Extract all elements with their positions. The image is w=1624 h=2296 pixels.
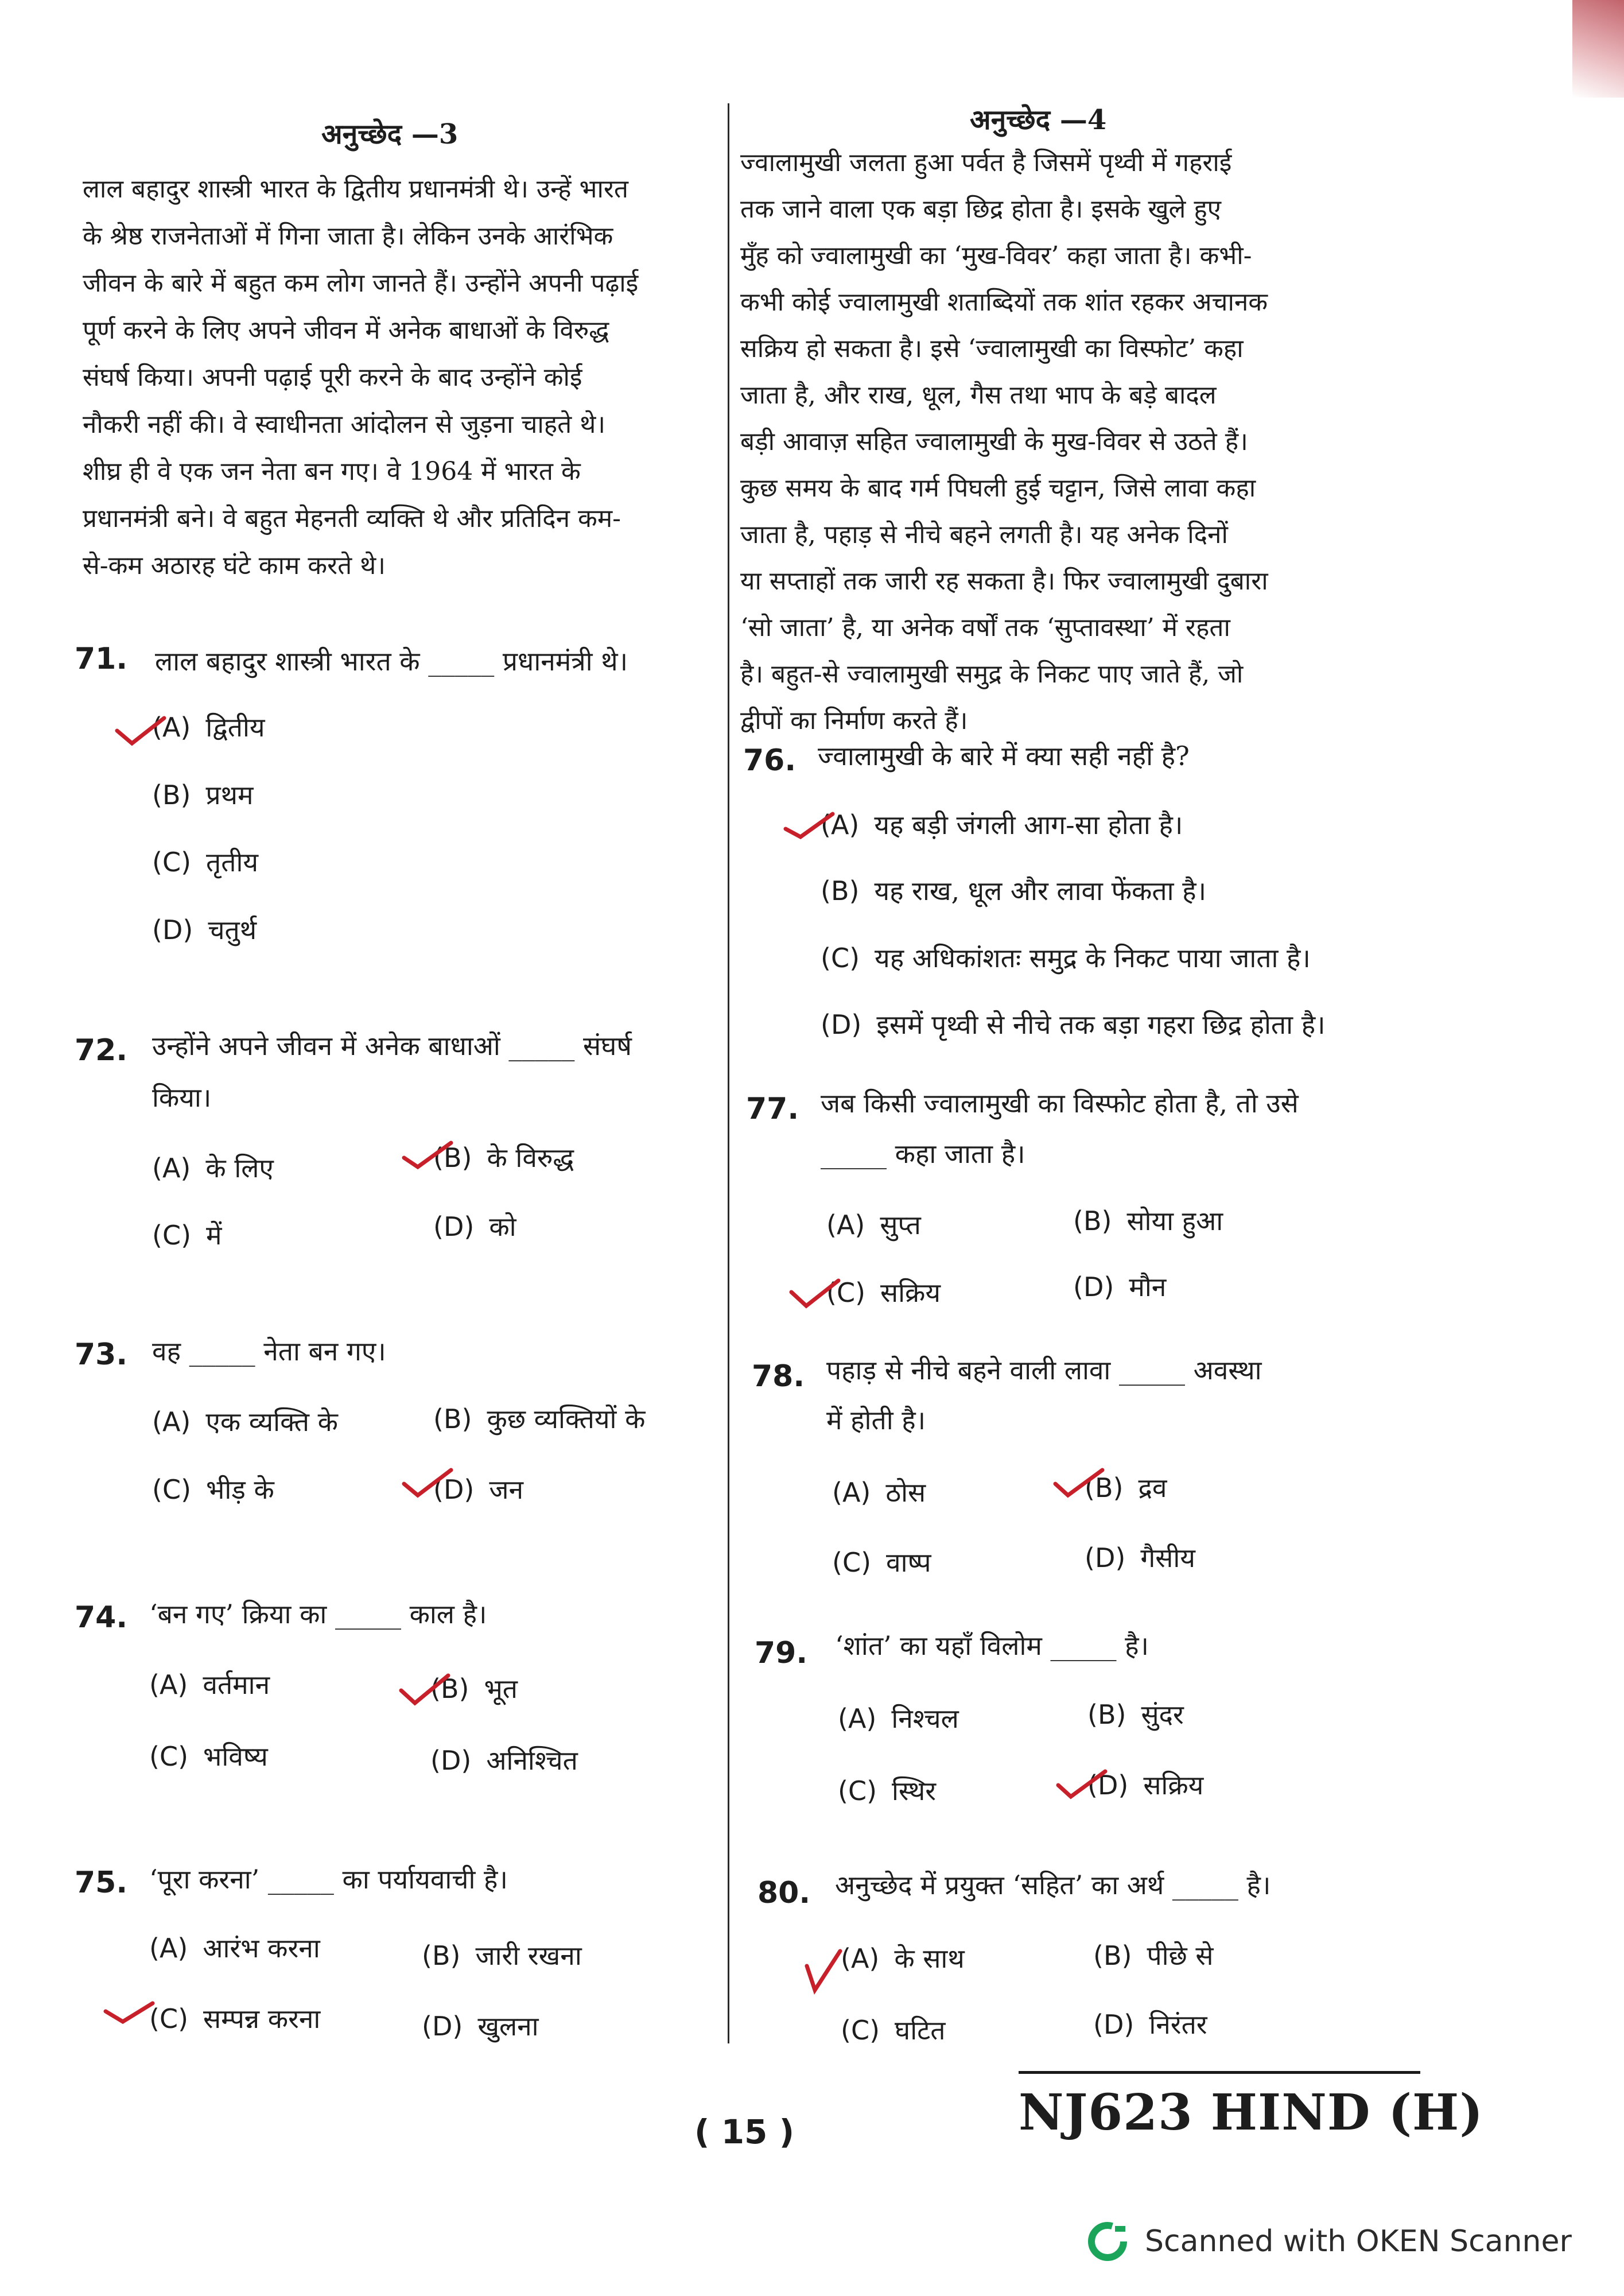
checkmark-icon: [789, 1277, 841, 1312]
option-d[interactable]: [430, 1742, 578, 1778]
option-text: में: [206, 1220, 222, 1251]
option-a[interactable]: [149, 1930, 320, 1965]
option-label: (D): [433, 1211, 475, 1242]
option-a[interactable]: [838, 1700, 959, 1736]
question-text: ‘पूरा करना’ _____ का पर्यायवाची है।: [149, 1864, 508, 1895]
option-label: (B): [433, 1403, 472, 1434]
option-c[interactable]: [832, 1544, 931, 1580]
checkmark-icon: [402, 1467, 453, 1501]
question-number: 79.: [755, 1636, 808, 1670]
passage-line: द्वीपों का निर्माण करते हैं।: [740, 706, 968, 735]
question-number: 77.: [746, 1092, 799, 1126]
option-text: चतुर्थ: [208, 914, 257, 945]
option-a[interactable]: [152, 1403, 338, 1439]
option-c[interactable]: [149, 2000, 320, 2036]
checkmark-icon: [103, 1998, 155, 2032]
question-text: ‘शांत’ का यहाँ विलोम _____ है।: [835, 1630, 1149, 1661]
option-text: के विरुद्ध: [487, 1142, 574, 1173]
question-number: 72.: [75, 1033, 128, 1068]
checkmark-icon: [402, 1139, 453, 1174]
option-text: भूत: [484, 1673, 518, 1704]
option-text: यह अधिकांशतः समुद्र के निकट पाया जाता है।: [875, 943, 1311, 974]
passage-line: जाता है, और राख, धूल, गैस तथा भाप के बड़े बादल: [740, 381, 1217, 410]
option-text: जन: [489, 1474, 523, 1505]
option-text: यह बड़ी जंगली आग-सा होता है।: [874, 809, 1183, 840]
option-label: (A): [152, 712, 191, 743]
option-text: सक्रिय: [1143, 1770, 1204, 1801]
option-text: खुलना: [477, 2011, 539, 2042]
option-a[interactable]: [152, 1150, 274, 1185]
option-c[interactable]: [149, 1738, 268, 1774]
question-number: 71.: [75, 642, 128, 676]
option-text: जारी रखना: [475, 1940, 582, 1971]
passage-line: पूर्ण करने के लिए अपने जीवन में अनेक बाधाओं के विरुद्ध: [83, 316, 609, 345]
option-c[interactable]: [821, 940, 1311, 975]
option-a[interactable]: [832, 1474, 926, 1510]
option-d[interactable]: [152, 912, 257, 947]
option-c[interactable]: [152, 1217, 222, 1252]
question-number: 73.: [75, 1337, 128, 1372]
option-b[interactable]: [433, 1139, 574, 1175]
option-label: (C): [149, 1741, 189, 1772]
option-label: (A): [832, 1477, 871, 1508]
option-text: के लिए: [205, 1153, 274, 1184]
passage-line: से-कम अठारह घंटे काम करते थे।: [83, 551, 386, 580]
passage-line: प्रधानमंत्री बने। वे बहुत मेहनती व्यक्ति थे और प्रतिदिन कम-: [83, 504, 621, 533]
question-text: ज्वालामुखी के बारे में क्या सही नहीं है?: [818, 740, 1190, 771]
option-text: आरंभ करना: [203, 1933, 320, 1964]
question-text: वह _____ नेता बन गए।: [152, 1336, 386, 1367]
option-b[interactable]: [1093, 1937, 1213, 1973]
checkmark-icon: [783, 809, 835, 844]
option-text: घटित: [895, 2015, 946, 2046]
option-a[interactable]: [149, 1666, 270, 1702]
passage-line: सक्रिय हो सकता है। इसे ‘ज्वालामुखी का विस्फोट’ कहा: [740, 334, 1244, 363]
question-text-cont: में होती है।: [826, 1405, 926, 1436]
option-text: निरंतर: [1149, 2009, 1207, 2040]
question-number: 75.: [75, 1865, 128, 1900]
oken-scanner-logo-icon: [1087, 2221, 1128, 2262]
option-text: ठोस: [885, 1477, 926, 1508]
passage-line: है। बहुत-से ज्वालामुखी समुद्र के निकट पाए जाते हैं, जो: [740, 660, 1244, 689]
option-text: सम्पन्न करना: [203, 2003, 321, 2034]
option-text: भविष्य: [203, 1741, 268, 1772]
option-label: (C): [826, 1277, 866, 1308]
option-text: यह राख, धूल और लावा फेंकता है।: [874, 875, 1206, 906]
option-label: (B): [430, 1673, 469, 1704]
option-label: (A): [152, 1153, 191, 1184]
option-label: (D): [821, 1009, 862, 1040]
option-label: (A): [841, 1943, 880, 1974]
option-label: (D): [1073, 1271, 1114, 1302]
option-b[interactable]: [1087, 1696, 1184, 1732]
option-label: (A): [838, 1703, 877, 1734]
option-label: (A): [821, 809, 860, 840]
option-a[interactable]: [826, 1207, 921, 1242]
passage-line: कभी कोई ज्वालामुखी शताब्दियों तक शांत रहकर अचानक: [740, 288, 1268, 317]
option-text: प्रथम: [205, 779, 254, 810]
page-number: ( 15 ): [694, 2112, 795, 2151]
option-b[interactable]: [1073, 1203, 1223, 1238]
option-text: वर्तमान: [203, 1669, 270, 1700]
option-text: भीड़ के: [206, 1474, 274, 1505]
option-a[interactable]: [821, 806, 1183, 842]
option-text: वाष्प: [886, 1547, 931, 1578]
passage-4-heading: अनुच्छेद —4: [970, 104, 1107, 136]
option-a[interactable]: [841, 1940, 965, 1976]
column-divider: [728, 103, 729, 2043]
question-text-cont: _____ कहा जाता है।: [821, 1138, 1025, 1169]
question-text: पहाड़ से नीचे बहने वाली लावा _____ अवस्था: [826, 1355, 1262, 1386]
passage-line: कुछ समय के बाद गर्म पिघली हुई चट्टान, जिसे लावा कहा: [740, 474, 1256, 503]
option-label: (C): [152, 1220, 192, 1251]
passage-line: बड़ी आवाज़ सहित ज्वालामुखी के मुख-विवर से उठते हैं।: [740, 427, 1248, 456]
option-text: गैसीय: [1140, 1542, 1195, 1573]
page-corner-shadow: [1572, 0, 1624, 98]
option-text: एक व्यक्ति के: [205, 1406, 338, 1437]
option-text: पीछे से: [1147, 1940, 1214, 1971]
option-c[interactable]: [838, 1773, 936, 1808]
option-b[interactable]: [422, 1937, 582, 1973]
checkmark-icon: [1053, 1467, 1105, 1501]
option-label: (C): [841, 2015, 880, 2046]
question-number: 78.: [752, 1359, 805, 1394]
passage-line: ज्वालामुखी जलता हुआ पर्वत है जिसमें पृथ्वी में गहराई: [740, 148, 1232, 177]
passage-line: जाता है, पहाड़ से नीचे बहने लगती है। यह अनेक दिनों: [740, 520, 1228, 549]
option-label: (D): [152, 914, 193, 945]
option-text: के साथ: [894, 1943, 965, 1974]
option-c[interactable]: [841, 2012, 946, 2047]
option-label: (B): [152, 779, 191, 810]
option-text: सक्रिय: [880, 1277, 941, 1308]
checkmark-icon: [115, 715, 166, 749]
passage-line: संघर्ष किया। अपनी पढ़ाई पूरी करने के बाद उन्होंने कोई: [83, 363, 582, 392]
option-text: सोया हुआ: [1126, 1205, 1223, 1236]
question-text: जब किसी ज्वालामुखी का विस्फोट होता है, तो उसे: [821, 1088, 1299, 1119]
checkmark-icon: [399, 1673, 450, 1708]
passage-line: नौकरी नहीं की। वे स्वाधीनता आंदोलन से जुड़ना चाहते थे।: [83, 410, 606, 439]
option-text: को: [489, 1211, 516, 1242]
option-text: द्वितीय: [205, 712, 265, 743]
option-text: मौन: [1129, 1271, 1167, 1302]
option-label: (A): [152, 1406, 191, 1437]
option-d[interactable]: [1073, 1269, 1166, 1304]
option-label: (D): [1093, 2009, 1135, 2040]
question-text: ‘बन गए’ क्रिया का _____ काल है।: [149, 1599, 487, 1630]
option-text: तृतीय: [206, 847, 259, 878]
option-label: (A): [826, 1209, 865, 1240]
option-label: (D): [1085, 1542, 1126, 1573]
passage-3-heading: अनुच्छेद —3: [321, 118, 459, 150]
option-a[interactable]: [152, 709, 265, 744]
option-label: (D): [430, 1745, 472, 1776]
option-text: स्थिर: [892, 1775, 937, 1806]
option-label: (B): [433, 1142, 472, 1173]
passage-line: या सप्ताहों तक जारी रह सकता है। फिर ज्वालामुखी दुबारा: [740, 567, 1268, 596]
passage-line: के श्रेष्ठ राजनेताओं में गिना जाता है। लेकिन उनके आरंभिक: [83, 222, 613, 251]
option-text: द्रव: [1138, 1472, 1167, 1503]
question-text: उन्होंने अपने जीवन में अनेक बाधाओं _____ संघर्ष: [152, 1030, 632, 1061]
question-number: 80.: [757, 1876, 811, 1910]
scanner-watermark: [1087, 2219, 1572, 2264]
question-text: लाल बहादुर शास्त्री भारत के _____ प्रधानमंत्री थे।: [155, 646, 628, 677]
option-label: (B): [1085, 1472, 1124, 1503]
option-label: (C): [152, 847, 192, 878]
option-d[interactable]: [1085, 1539, 1195, 1575]
question-text-cont: किया।: [152, 1082, 212, 1113]
option-label: (D): [422, 2011, 463, 2042]
option-label: (A): [149, 1933, 188, 1964]
passage-line: जीवन के बारे में बहुत कम लोग जानते हैं। उन्होंने अपनी पढ़ाई: [83, 269, 639, 298]
question-number: 74.: [75, 1600, 128, 1635]
option-b[interactable]: [152, 777, 254, 812]
passage-line: लाल बहादुर शास्त्री भारत के द्वितीय प्रधानमंत्री थे। उन्हें भारत: [83, 174, 628, 204]
option-c[interactable]: [826, 1274, 941, 1310]
option-text: अनिश्चित: [486, 1745, 578, 1776]
checkmark-icon: [1056, 1768, 1108, 1802]
option-text: निश्चल: [891, 1703, 959, 1734]
option-text: कुछ व्यक्तियों के: [487, 1403, 646, 1434]
option-label: (C): [838, 1775, 877, 1806]
option-label: (C): [832, 1547, 872, 1578]
option-b[interactable]: [821, 872, 1206, 908]
option-label: (B): [1093, 1940, 1132, 1971]
option-label: (B): [1073, 1205, 1112, 1236]
option-b[interactable]: [433, 1401, 645, 1436]
option-label: (C): [152, 1474, 192, 1505]
scanner-text: Scanned with OKEN Scanner: [1145, 2224, 1572, 2259]
option-label: (D): [1087, 1770, 1129, 1801]
option-label: (C): [821, 943, 860, 974]
option-text: सुंदर: [1141, 1699, 1184, 1730]
option-label: (B): [1087, 1699, 1126, 1730]
question-number: 76.: [743, 743, 797, 778]
passage-line: तक जाने वाला एक बड़ा छिद्र होता है। इसके खुले हुए: [740, 195, 1222, 224]
option-d[interactable]: [821, 1006, 1326, 1042]
option-label: (B): [422, 1940, 461, 1971]
passage-line: ‘सो जाता’ है, या अनेक वर्षों तक ‘सुप्तावस्था’ में रहता: [740, 613, 1230, 642]
option-label: (B): [821, 875, 860, 906]
question-text: अनुच्छेद में प्रयुक्त ‘सहित’ का अर्थ _____ है।: [835, 1870, 1271, 1901]
checkmark-icon: [803, 1949, 844, 1995]
option-d[interactable]: [1093, 2006, 1207, 2042]
code-overline: [1019, 2071, 1420, 2074]
option-d[interactable]: [422, 2008, 539, 2043]
option-label: (D): [433, 1474, 475, 1505]
option-c[interactable]: [152, 844, 258, 879]
option-label: (C): [149, 2003, 189, 2034]
option-d[interactable]: [433, 1208, 516, 1244]
option-text: इसमें पृथ्वी से नीचे तक बड़ा गहरा छिद्र होता है।: [876, 1009, 1326, 1040]
option-text: सुप्त: [880, 1209, 921, 1240]
passage-line: शीघ्र ही वे एक जन नेता बन गए। वे 1964 में भारत के: [83, 457, 581, 486]
option-label: (A): [149, 1669, 188, 1700]
passage-line: मुँह को ज्वालामुखी का ‘मुख-विवर’ कहा जाता है। कभी-: [740, 241, 1252, 270]
option-c[interactable]: [152, 1471, 274, 1507]
paper-code: NJ623 HIND (H): [1019, 2084, 1484, 2142]
